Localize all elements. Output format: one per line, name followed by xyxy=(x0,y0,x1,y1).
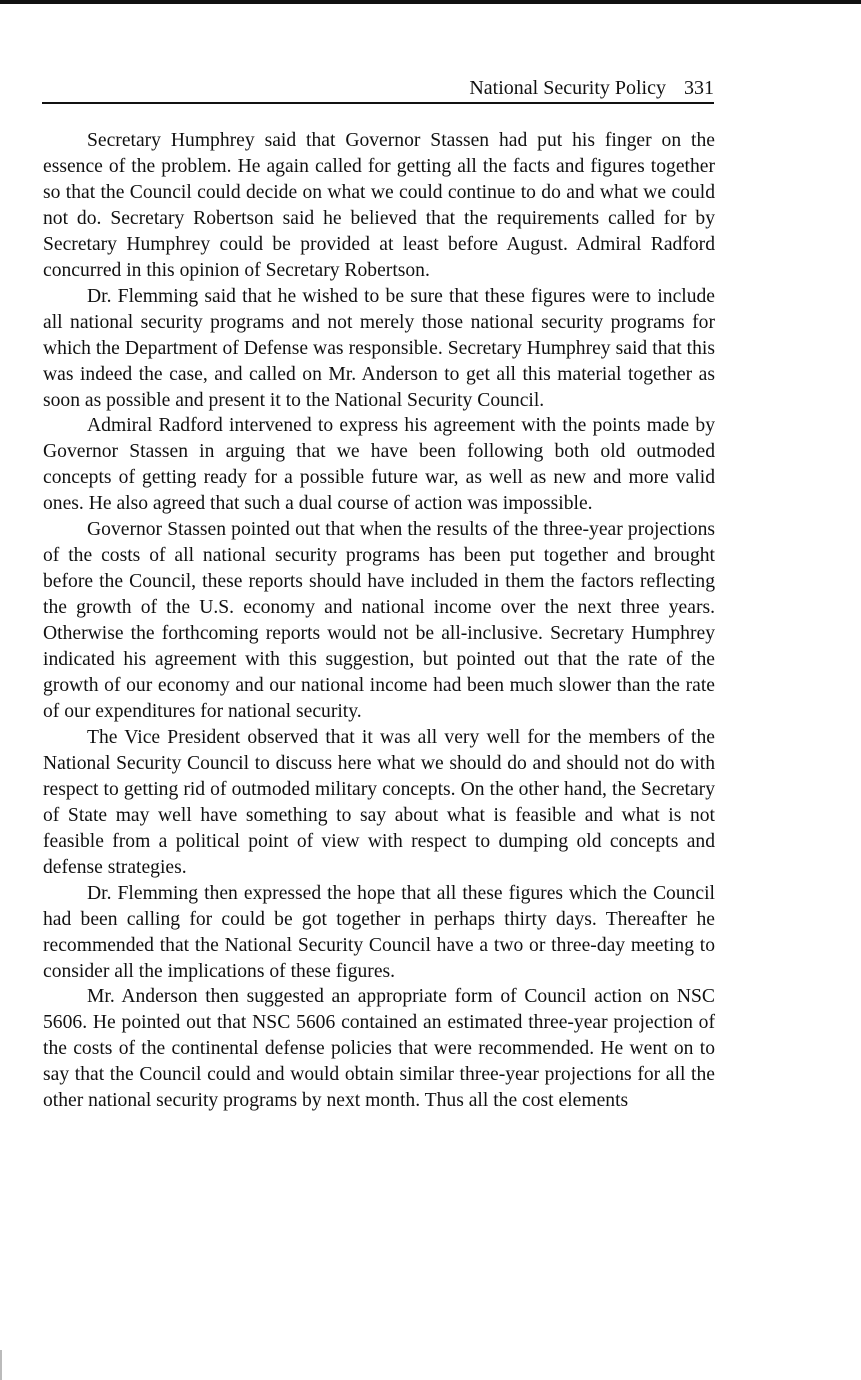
paragraph: Dr. Flemming said that he wished to be sure that these figures were to include all national security programs and not merely those national security programs for which the Department of Defense was responsible. Secretary Humphrey said that this was indeed the case, and called on Mr. Anderson to get all this material together as soon as possible and present it to the National Security Council. xyxy=(43,285,715,411)
paragraph: Secretary Humphrey said that Governor Stassen had put his finger on the essence of the problem. He again called for getting all the facts and figures together so that the Council could decide on what we could continue to do and what we could not do. Secretary Robertson said he believed that the requirements called for by Secretary Humphrey could be provided at least before August. Admiral Radford concurred in this opinion of Secretary Robertson. xyxy=(43,130,715,281)
running-head-title: National Security Policy xyxy=(469,77,666,99)
paragraph: The Vice President observed that it was all very well for the members of the National Security Council to discuss here what we should do and should not do with respect to getting rid of outmoded military concepts. On the other hand, the Secretary of State may well have something to say about what is feasible and what is not feasible from a political point of view with respect to dumping old concepts and defense strategies. xyxy=(43,726,715,878)
paragraph: Governor Stassen pointed out that when the results of the three-year projections of the costs of all national security programs has been put together and brought before the Council, these reports should have included in them the factors reflecting the growth of the U.S. economy and national income over the next three years. Otherwise the forthcoming reports would not be all-inclusive. Secretary Humphrey indicated his agreement with this suggestion, but pointed out that the rate of the growth of our economy and our national income had been much slower than the rate of our expenditures for national security. xyxy=(43,519,715,722)
paragraph: Mr. Anderson then suggested an appropriate form of Council action on NSC 5606. He pointed out that NSC 5606 contained an estimated three-year projection of the costs of the continental defense policies that were recommended. He went on to say that the Council could and would obtain similar three-year projections for all the other national security programs by next month. Thus all the cost elements xyxy=(43,986,715,1112)
page-number: 331 xyxy=(684,77,714,99)
page-left-edge xyxy=(0,1350,2,1380)
page-top-edge xyxy=(0,0,861,4)
paragraph: Dr. Flemming then expressed the hope that all these figures which the Council had been calling for could be got together in perhaps thirty days. Thereafter he recommended that the National Security Council have a two or three-day meeting to consider all the implications of these figures. xyxy=(43,882,715,982)
paragraph: Admiral Radford intervened to express his agreement with the points made by Governor Stassen in arguing that we have been following both old outmoded concepts of getting ready for a possible future war, as well as new and more valid ones. He also agreed that such a dual course of action was impossible. xyxy=(43,415,715,515)
document-body xyxy=(43,128,715,1114)
running-head xyxy=(42,74,714,104)
